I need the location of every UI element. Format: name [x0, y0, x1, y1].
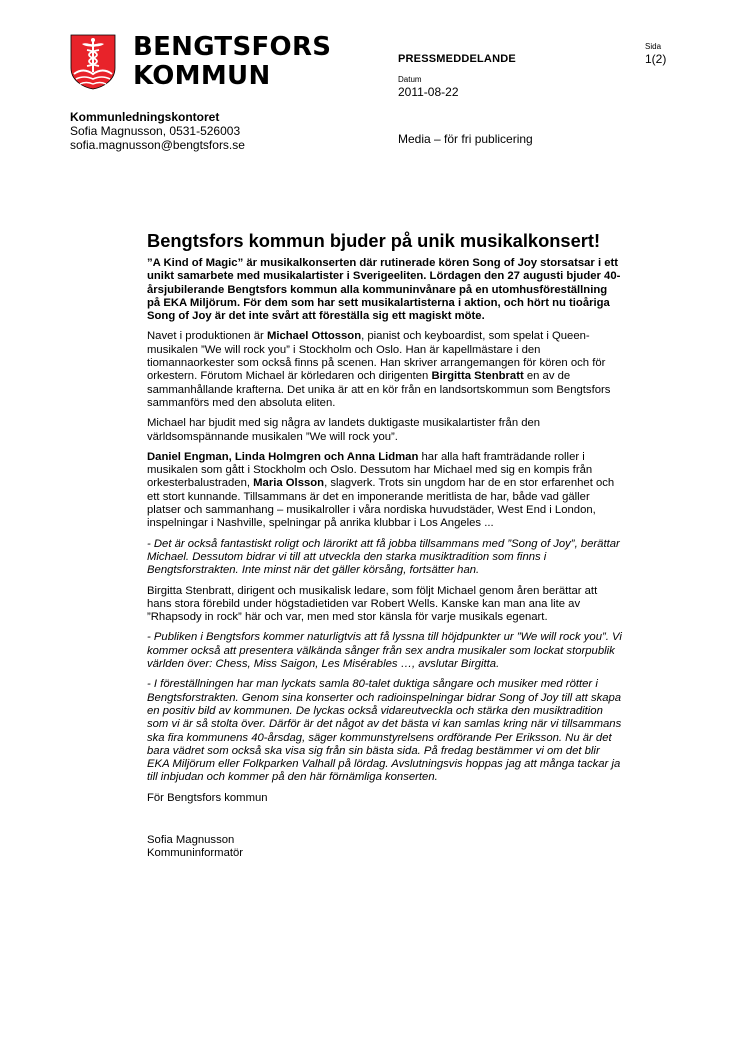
- sender-contact: Sofia Magnusson, 0531-526003: [70, 124, 241, 138]
- paragraph-artists: [147, 451, 623, 531]
- name-maria-olsson: Maria Olsson: [253, 477, 325, 490]
- bengtsfors-coat-of-arms-logo: [70, 34, 116, 90]
- brand-line-1: BENGTSFORS: [133, 32, 332, 62]
- text-run: en av de sammanhållande krafterna. Det unika är att en kör från en landsortskommun som Bengtsfors sammanförs med den absoluta eliten.: [147, 370, 611, 409]
- signature-name: Sofia Magnusson: [147, 833, 235, 846]
- quote-michael: - Det är också fantastiskt roligt och lärorikt att få jobba tillsammans med ”Song of Joy”, berättar Michael. Dessutom bidrar vi till att utveckla den starka musiktradition som finns i Bengtsforstrakten. Inte minst när det gäller körsång, fortsätter han.: [147, 537, 620, 577]
- name-michael-ottosson: Michael Ottosson: [266, 330, 362, 343]
- closing-line: För Bengtsfors kommun: [147, 791, 268, 804]
- signature-block: [147, 834, 623, 861]
- names-artists: Daniel Engman, Linda Holmgren och Anna Lidman: [147, 450, 419, 463]
- paragraph-production: [147, 330, 623, 410]
- document-type: PRESSMEDDELANDE: [398, 53, 516, 65]
- text-run: Navet i produktionen är: [147, 330, 267, 343]
- brand-line-2: KOMMUN: [133, 61, 271, 91]
- quote-birgitta: - Publiken i Bengtsfors kommer naturligtvis att få lyssna till höjdpunkter ur ”We will rock you”. Vi kommer också att presentera välkända sånger från sex andra musikaler som lockat storpublik världen över: Chess, Miss Saigon, Les Misérables …, avslutar Birgitta.: [147, 631, 622, 671]
- sender-email: sofia.magnusson@bengtsfors.se: [70, 138, 245, 152]
- date-value: 2011-08-22: [398, 85, 459, 99]
- sender-block: [70, 110, 245, 152]
- sender-office: Kommunledningskontoret: [70, 110, 220, 124]
- signature-title: Kommuninformatör: [147, 847, 244, 860]
- quote-per-eriksson: - I föreställningen har man lyckats samla 80-talet duktiga sångare och musiker med rötter i Bengtsforstrakten. Genom sina konserter och radioinspelningar bidrar Song of Joy till att skapa en positiv bild av kommunen. De lyckas också vidareutveckla och stärka den musiktradition som vi är så stolta över. Därför är det något av det bästa vi kan samlas kring när vi tillsammans ska fira kommunens 40-årsdag, säger kommunstyrelsens ordförande Per Eriksson. Nu är det bara vädret som också ska visa sig från sin bästa sida. På fredag bestämmer vi om det blir EKA Miljörum eller Folkparken Valhall på lördag. Avslutningsvis hoppas jag att många tackar ja till inbjudan och kommer på den här förnämliga konserten.: [147, 678, 622, 784]
- paragraph-artists-intro: Michael har bjudit med sig några av landets duktigaste musikalartister från den världsomspännande musikalen ”We will rock you”.: [147, 417, 541, 443]
- date-label: Datum: [398, 75, 422, 84]
- text-run: har alla haft framträdande roller i musikalen som gått i Stockholm och Oslo. Dessutom har Michael med sig en kompis från orkesterbalustraden,: [147, 450, 593, 490]
- brand-wordmark: [133, 33, 331, 91]
- press-release-body: [147, 230, 623, 861]
- article-title: Bengtsfors kommun bjuder på unik musikalkonsert!: [147, 230, 601, 251]
- distribution-note: Media – för fri publicering: [398, 132, 533, 146]
- text-run: , pianist och keyboardist, som spelat i Queen-musikalen ”We will rock you” i Stockholm och Oslo. Han är kapellmästare i den tiomannaorkester som också finns på scenen. Han skriver arrangemangen för kören och för orkestern. Förutom Michael är körledaren och dirigenten: [147, 330, 606, 383]
- text-run: , slagverk. Trots sin ungdom har de en stor erfarenhet och ett stort kunnande. Tillsammans är det en imponerande meritlista de har, både vad gäller platser och sammanhang – musikalroller i våra nordiska huvudstäder, West End i London, inspelningar i Nashville, spelningar på anrika klubbar i Los Angeles ...: [147, 477, 615, 530]
- page-label: Sida: [645, 42, 662, 51]
- paragraph-birgitta: Birgitta Stenbratt, dirigent och musikalisk ledare, som följt Michael genom åren berättar att hans stora förebild under högstadietiden var Robert Wells. Kanske kan man ana lite av ”Rhapsody in rock” här och var, men med stor känsla för varje musikals egenart.: [147, 584, 598, 624]
- page-number: 1(2): [645, 52, 667, 66]
- article-lead: ”A Kind of Magic” är musikalkonserten där rutinerade kören Song of Joy storsatsar i ett unikt samarbete med musikalartister i Sverigeeliten. Lördagen den 27 augusti bjuder 40-årsjubilerande Bengtsfors kommun alla kommuninvånare på en utomhusföreställning på EKA Miljörum. För dem som har sett musikalartisterna i aktion, och hört nu tioåriga Song of Joy är det inte svårt att föreställa sig ett magiskt möte.: [147, 257, 621, 323]
- name-birgitta-stenbratt: Birgitta Stenbratt: [431, 370, 524, 383]
